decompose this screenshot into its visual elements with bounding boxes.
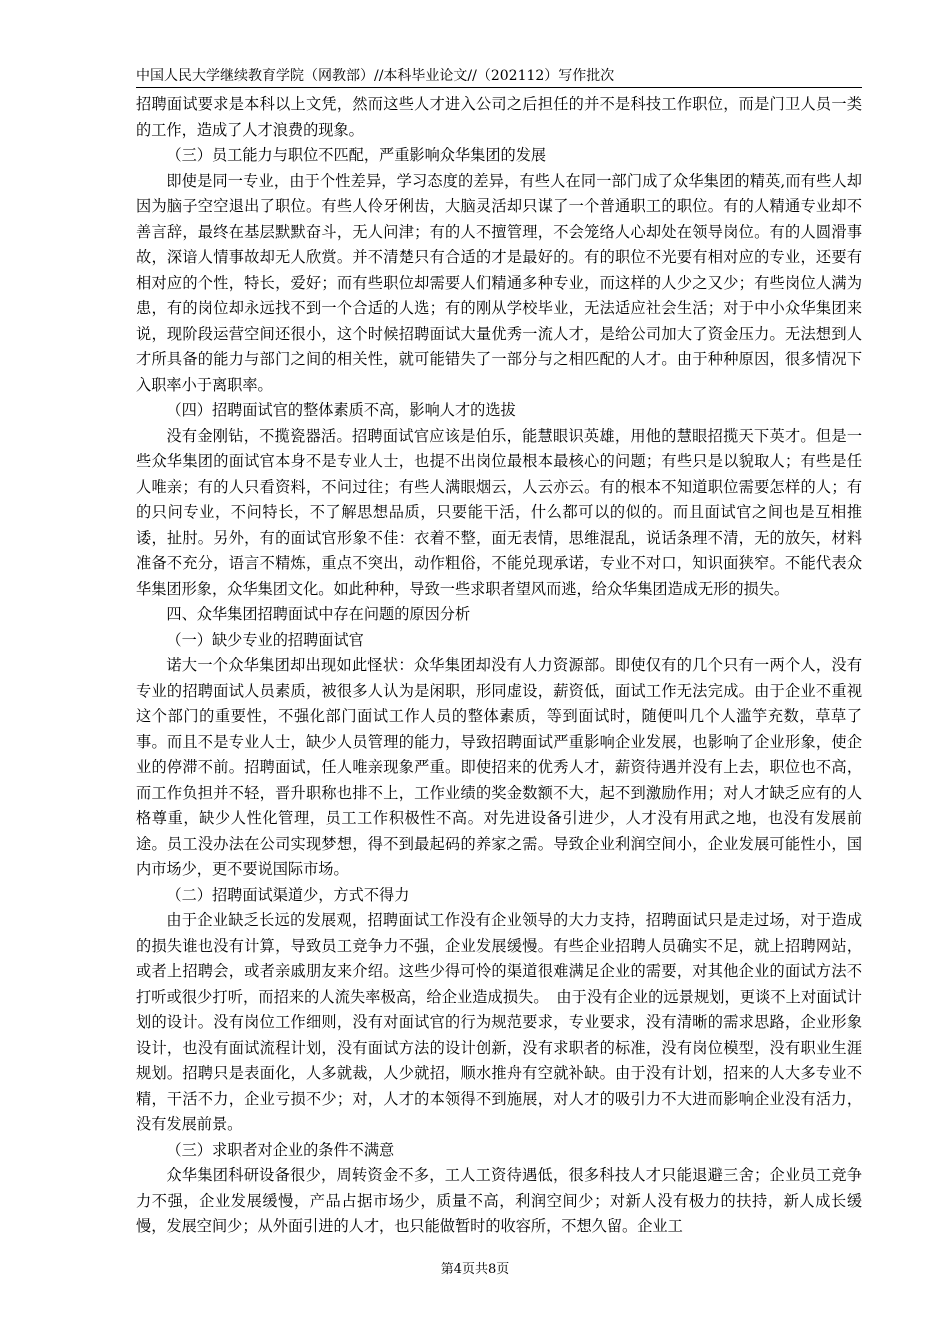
page-header: 中国人民大学继续教育学院（网教部）//本科毕业论文//（202112）写作批次 xyxy=(136,66,862,88)
section-heading: （三）求职者对企业的条件不满意 xyxy=(166,1140,395,1159)
section-heading: （二）招聘面试渠道少，方式不得力 xyxy=(166,885,410,904)
paragraph: 由于企业缺乏长远的发展观，招聘面试工作没有企业领导的大力支持，招聘面试只是走过场，对于造成的损失谁也没有计算，导致员工竞争力不强，企业发展缓慢。有些企业招聘人员确实不足，就上招聘网站，或者上招聘会，或者亲戚朋友来介绍。这些少得可怜的渠道很难满足企业的需要，对其他企业的面试方法不打听或很少打听，而招来的人流失率极高，给企业造成损失。 由于没有企业的远景规划，更谈不上对面试计划的设计。没有岗位工作细则，没有对面试官的行为规范要求，专业要求，没有清晰的需求思路，企业形象设计，也没有面试流程计划，没有面试方法的设计创新，没有求职者的标准，没有岗位模型，没有职业生涯规划。招聘只是表面化，人多就裁，人少就招，顺水推舟有空就补缺。由于没有计划，招来的人大多专业不精，干活不力，企业亏损不少；对，人才的本领得不到施展，对人才的吸引力不大进而影响企业没有活力，没有发展前景。 xyxy=(136,911,862,1133)
paragraph: 没有金刚钻，不揽瓷器活。招聘面试官应该是伯乐，能慧眼识英雄，用他的慧眼招揽天下英才。但是一些众华集团的面试官本身不是专业人士，也提不出岗位最根本最核心的问题；有些只是以貌取人；有些是任人唯亲；有的人只看资料，不问过往；有些人满眼烟云，人云亦云。有的根本不知道职位需要怎样的人；有的只问专业，不问特长，不了解思想品质，只要能干活，什么都可以的似的。而且面试官之间也是互相推诿，扯肘。另外，有的面试官形象不佳：衣着不整，面无表情，思维混乱，说话条理不清，无的放矢，材料准备不充分，语言不精炼，重点不突出，动作粗俗，不能兑现承诺，专业不对口，知识面狭窄。不能代表众华集团形象，众华集团文化。如此种种，导致一些求职者望风而逃，给众华集团造成无形的损失。 xyxy=(136,426,862,598)
section-heading: （一）缺少专业的招聘面试官 xyxy=(166,630,364,649)
paragraph: 众华集团科研设备很少，周转资金不多，工人工资待遇低，很多科技人才只能退避三舍；企业员工竞争力不强，企业发展缓慢，产品占据市场少，质量不高，利润空间少；对新人没有极力的扶持，新人成长缓慢，发展空间少；从外面引进的人才，也只能做暂时的收容所，不想久留。企业工 xyxy=(136,1166,862,1235)
chapter-heading: 四、众华集团招聘面试中存在问题的原因分析 xyxy=(166,605,471,623)
paragraph: 诺大一个众华集团却出现如此怪状：众华集团却没有人力资源部。即使仅有的几个只有一两个人，没有专业的招聘面试人员素质，被很多人认为是闲职，形同虚设，薪资低，面试工作无法完成。由于企业不重视这个部门的重要性，不强化部门面试工作人员的整体素质，等到面试时，随便叫几个人滥竽充数，草草了事。而且不是专业人士，缺少人员管理的能力，导致招聘面试严重影响企业发展，也影响了企业形象，使企业的停滞不前。招聘面试，任人唯亲现象严重。即使招来的优秀人才，薪资待遇并没有上去，职位也不高，而工作负担并不轻，晋升职称也排不上，工作业绩的奖金数额不大，起不到激励作用；对人才缺乏应有的人格尊重，缺少人性化管理，员工工作积极性不高。对先进设备引进少，人才没有用武之地，也没有发展前途。员工没办法在公司实现梦想，得不到最起码的养家之需。导致企业利润空间小，企业发展可能性小，国内市场少，更不要说国际市场。 xyxy=(136,656,862,878)
page-number: 第4页共8页 xyxy=(440,1262,510,1277)
paragraph-continued: 招聘面试要求是本科以上文凭，然而这些人才进入公司之后担任的并不是科技工作职位，而是门卫人员一类的工作，造成了人才浪费的现象。 xyxy=(136,95,862,139)
paragraph: 即使是同一专业，由于个性差异，学习态度的差异，有些人在同一部门成了众华集团的精英,而有些人却因为脑子空空退出了职位。有些人伶牙俐齿，大脑灵活却只谋了一个普通职工的职位。有的人精通专业却不善言辞，最终在基层默默奋斗，无人问津；有的人不擅管理，不会笼络人心却处在领导岗位。有的人圆滑事故，深谙人情事故却无人欣赏。并不清楚只有合适的才是最好的。有的职位不光要有相对应的专业，还要有相对应的个性，特长，爱好；而有些职位却需要人们精通多种专业，而这样的人少之又少；有些岗位人满为患，有的岗位却永远找不到一个合适的人选；有的刚从学校毕业，无法适应社会生活；对于中小众华集团来说，现阶段运营空间还很小，这个时候招聘面试大量优秀一流人才，是给公司加大了资金压力。无法想到人才所具备的能力与部门之间的相关性，就可能错失了一部分与之相匹配的人才。由于种种原因，很多情况下入职率小于离职率。 xyxy=(136,171,862,394)
section-heading: （三）员工能力与职位不匹配，严重影响众华集团的发展 xyxy=(166,146,547,164)
body-text xyxy=(136,92,862,1240)
section-heading: （四）招聘面试官的整体素质不高，影响人才的选拔 xyxy=(166,401,516,419)
